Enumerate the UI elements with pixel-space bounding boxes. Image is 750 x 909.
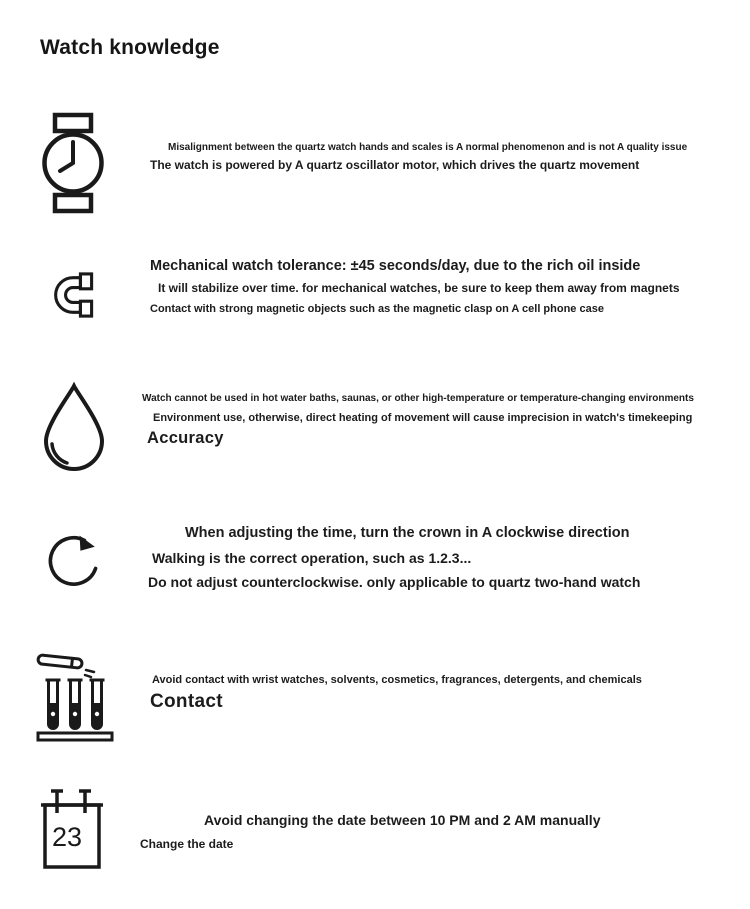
watch-icon [42, 112, 104, 214]
note-line: Avoid contact with wrist watches, solvents, cosmetics, fragrances, detergents, and chemicals [152, 674, 642, 686]
section-contact [150, 674, 642, 713]
magnet-icon [42, 262, 104, 328]
note-line: Walking is the correct operation, such as 1.2.3... [152, 550, 472, 566]
clockwise-arrow-icon [42, 518, 106, 598]
section-accuracy [142, 393, 694, 448]
section-heading: Change the date [140, 837, 234, 851]
calendar-day-number: 23 [52, 822, 83, 852]
section-quartz-movement [148, 142, 687, 172]
note-line: The watch is powered by A quartz oscillator motor, which drives the quartz movement [150, 158, 640, 172]
note-line: Avoid changing the date between 10 PM and 2 AM manually [204, 812, 601, 828]
note-line: Watch cannot be used in hot water baths, saunas, or other high-temperature or temperature-changing environments [142, 393, 694, 404]
section-date-change [140, 812, 600, 851]
note-line: Misalignment between the quartz watch hands and scales is A normal phenomenon and is not A quality issue [168, 142, 688, 153]
section-heading: Contact [150, 691, 223, 712]
test-tubes-icon [36, 645, 114, 745]
water-drop-icon [40, 382, 108, 472]
note-line: Contact with strong magnetic objects such as the magnetic clasp on A cell phone case [150, 303, 604, 315]
section-crown-adjustment [148, 525, 640, 590]
section-heading: Accuracy [147, 429, 224, 447]
note-line: It will stabilize over time. for mechanical watches, be sure to keep them away from magnets [158, 281, 680, 295]
note-line: When adjusting the time, turn the crown in A clockwise direction [185, 525, 630, 541]
note-line: Environment use, otherwise, direct heating of movement will cause imprecision in watch's timekeeping [153, 412, 693, 424]
calendar-icon [40, 788, 104, 870]
section-magnetism [150, 258, 680, 315]
note-line: Mechanical watch tolerance: ±45 seconds/day, due to the rich oil inside [150, 258, 641, 274]
page-title: Watch knowledge [40, 36, 220, 59]
note-line: Do not adjust counterclockwise. only applicable to quartz two-hand watch [148, 574, 641, 590]
